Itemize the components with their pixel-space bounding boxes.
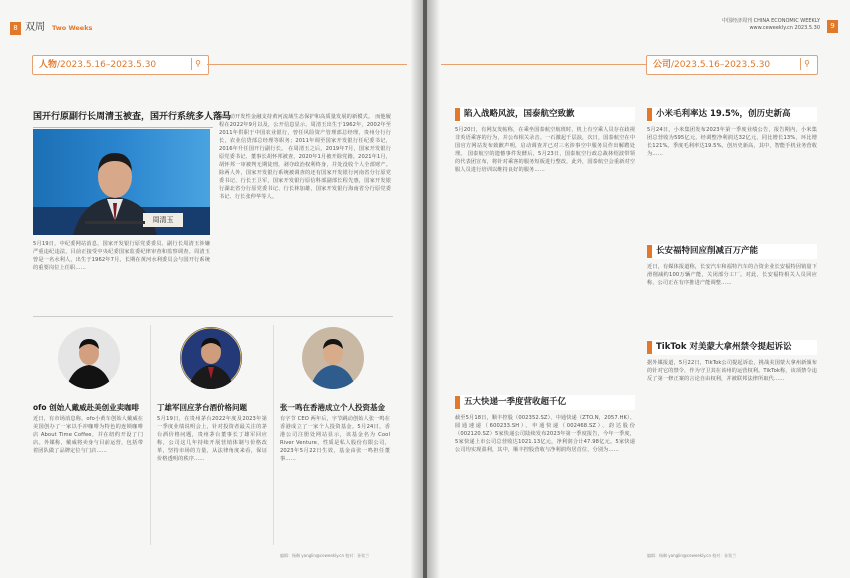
divider [33,316,393,317]
col-divider [273,325,274,545]
profile-photo-ding-xiongjun [180,327,242,389]
article-header [647,107,817,122]
page-number-badge: 8 [10,22,21,35]
title-underline [33,127,213,128]
section-rule [441,64,646,65]
profile-body: 5月19日，在贵州茅台2022年度及2023年第一季度业绩说明会上，针对投资者最关注的茅台酒价格问题，贵州茅台董事长丁雄军回应称，公司这几年持续开展营销体制与价格改革，坚持市场的力量，从法律角度来看，保证价格透明的秩序…… [157,416,267,462]
profile-title: ofo 创始人戴威赴美创业卖咖啡 [33,403,140,412]
article-title: TikTok 对美蒙大拿州禁令提起诉讼 [656,342,792,352]
top-story-title: 国开行原副行长周清玉被查，国开行系统多人落马 [33,112,232,122]
col-divider [150,325,151,545]
profile-title: 张一鸣在香港成立个人投资基金 [280,403,385,412]
page-number-badge: 9 [827,20,838,33]
section-rule [207,64,407,65]
orange-marker [647,245,652,258]
article-body: 5月24日，小米集团发布2023年第一季度业绩公告，报告期内，小米集团总营收为595亿元，经调整净利润达32亿元，同比增长13%，环比增长121%。季度毛利率达19.5%，创历史新高，其中，智能手机业务营收为…… [647,127,817,157]
left-page [0,0,423,578]
search-icon: ⚲ [800,58,813,70]
article-title: 五大快递一季度营收超千亿 [464,397,567,407]
top-story-col2: 划推动开发性金融支持黄河流域生态保护和高质量发展的新模式。 而他履程在2022年9月以及，公开信息显示，周清玉出生于1962年，2002年至2011年供职于中国农业银行，曾任风险资产管理部总经理，贵州分行行长，农业信贷部总经理等职务；2011年调至国家开发银行任纪委书记，2016年升任国开行副行长。 在周清玉之后，2019年7月，国家开发银行原党委书记、董事长胡怀邦被查，2020年1月被开除党籍。2021年1月，胡怀邦一审被判无期徒刑，剥夺政治权利终身，并处没收个人全部财产。 除两人外，国家开发银行系统被调查的还有国家开发银行河南省分行原党委书记、行长王卫军，国家开发银行原信科部副部长程先惠，国家开发银行湖北省分行原党委书记、行长林加雄，国家开发银行海南省分行原党委书记、行长张仲华等人。 [219,114,391,200]
portrait-illustration [180,327,242,389]
portrait-illustration [58,327,120,389]
right-page [427,0,850,578]
article-body: 近日，有媒体报道称，长安汽车和福特汽车的合资企业长安福特因销量下滑削减约100万辆产能，关闭部分工厂。对此，长安福特相关人员回应称，公司正在有序推进产能调整…… [647,264,817,286]
portrait-illustration [302,327,364,389]
top-story-col1: 5月19日，中纪委网站消息，国家开发银行原党委委员、副行长周清玉涉嫌严重违纪违法，目前正接受中央纪委国家监委纪律审查和监察调查。周清玉曾是一名水利人，出生于1962年7月，长期在黄河水利委员会与国开行系统的重要岗位上任职…… [33,241,210,271]
article-header [455,107,635,122]
name-plate: 周清玉 [152,216,174,224]
magazine-name-en: Two Weeks [52,24,93,32]
orange-marker [647,108,652,121]
section-label: 公司/2023.5.16–2023.5.30 [653,60,771,70]
profile-body: 近日，有市场消息称，ofo小黄车创始人戴威在美国创办了一家以手冲咖啡为特色的连锁咖啡店 About Time Coffee，并在纽约开设了门店。外媒称，戴威将卖身与目前运营，包括带着团队做了品牌定位与门店…… [33,416,143,454]
section-bar-people [32,55,209,75]
official-portrait-illustration [33,129,210,235]
article-body: 截至5月18日，顺丰控股（002352.SZ）、中通快递（ZTO.N，2057.HK）、圆通速递（600233.SH）、申通快递（002468.SZ）、韵达股份（002120.SZ）5家快递公司陆续发布2023年第一季度报告，今年一季度，5家快递上市公司总营收达1021.13亿元，净利润合计47.98亿元。5家快递公司均实现盈利，其中，顺丰控股营收与净利润均居首位，分别为…… [455,415,635,453]
profile-title: 丁雄军回应茅台酒价格问题 [157,403,247,412]
top-story-photo [33,129,210,235]
article-body: 5月20日，有网友发帖称，在乘坐国泰航空航班时，机上有空乘人员存在歧视非英语乘客的行为，并公布相关录音。一石激起千层浪，次日，国泰航空在中国官方网站发布致歉声明，启动调查并已对三名涉事空中服务员作出解聘处理。 国泰航空的遗憾事件发酵后，5月23日，国泰航空行政总裁林绍波带领的代表团宣布，将针对乘客的服务短板进行整改，此外，国泰航空会重新对空服人员进行培训以维持良好的服务…… [455,127,635,173]
article-title: 小米毛利率达 19.5%，创历史新高 [656,109,791,119]
article-header [647,244,817,259]
section-bar-company [646,55,818,75]
article-title: 长安福特回应削减百万产能 [656,246,759,256]
profile-photo-zhang-yiming [302,327,364,389]
profile-photo-dai-wei [58,327,120,389]
profile-body: 有字节 CEO 两年后，字节跳动创始人张一鸣在香港成立了一家个人投资基金。5月24日，香港公司注册处网站显示，该基金名为 Cool River Venture，性质是私人股份有限公司，2023年5月22日生效，基金由张一鸣担任董事…… [280,416,390,462]
header-magazine-name: 中国经济周刊 CHINA ECONOMIC WEEKLY [722,18,820,24]
search-icon: ⚲ [191,58,204,70]
footer-editor: 编辑：杨琳 yanglin@ceweekly.cn 校对：孙钦兰 [280,553,370,558]
book-gutter-shadow [410,0,440,578]
article-title: 陷入战略风波，国泰航空致歉 [464,109,575,119]
orange-marker [647,341,652,354]
article-header [647,340,817,355]
header-url-date: www.ceweekly.cn 2023.5.30 [749,25,820,31]
article-body: 据外媒报道，5月22日，TikTok公司提起诉讼，挑战美国蒙大拿州新颁布的针对它的禁令，作为守卫其在该州的运营权利。TikTok称，该项禁令违反了第一修正案的言论自由权利，并被联邦法律所取代…… [647,360,817,382]
article-header [455,395,635,410]
orange-marker [455,108,460,121]
magazine-name-cn: 双周 [25,22,45,33]
orange-marker [455,396,460,409]
section-label: 人物/2023.5.16–2023.5.30 [39,60,157,70]
footer-editor: 编辑：杨琳 yanglin@ceweekly.cn 校对：孙钦兰 [647,553,737,558]
